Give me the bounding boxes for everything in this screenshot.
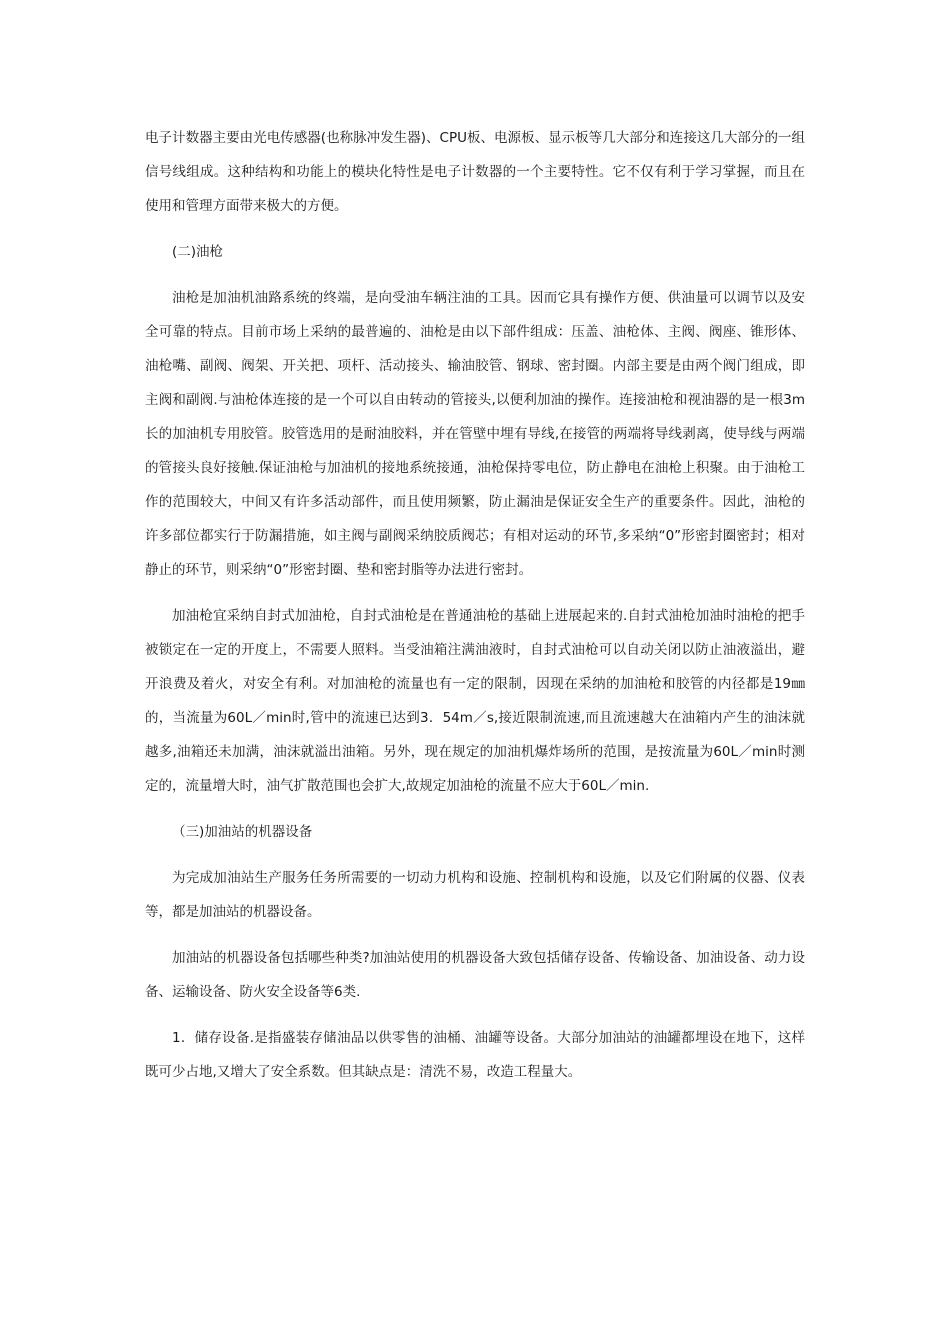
paragraph-electronic-counter: 电子计数器主要由光电传感器(也称脉冲发生器)、CPU板、电源板、显示板等几大部分和连接这几大部分的一组信号线组成。这种结构和功能上的模块化特性是电子计数器的一个主要特性。它不仅有利于学习掌握，而且在使用和管理方面带来极大的方便。	[145, 130, 805, 214]
section-heading-oil-gun: (二)油枪	[172, 244, 224, 260]
document-body	[145, 121, 805, 1101]
paragraph-storage-equipment: 1．储存设备.是指盛装存储油品以供零售的油桶、油罐等设备。大部分加油站的油罐都埋设在地下，这样既可少占地,又增大了安全系数。但其缺点是：清洗不易，改造工程量大。	[145, 1030, 805, 1080]
paragraph-oil-gun-description: 油枪是加油机油路系统的终端，是向受油车辆注油的工具。因而它具有操作方便、供油量可以调节以及安全可靠的特点。目前市场上采纳的最普遍的、油枪是由以下部件组成：压盖、油枪体、主阀、阀座、锥形体、油枪嘴、副阀、阀架、开关把、项杆、活动接头、输油胶管、钢球、密封圈。内部主要是由两个阀门组成，即主阀和副阀.与油枪体连接的是一个可以自由转动的管接头,以便利加油的操作。连接油枪和视油器的是一根3m长的加油机专用胶管。胶管选用的是耐油胶料，并在管壁中埋有导线,在接管的两端将导线剥离，使导线与两端的管接头良好接触.保证油枪与加油机的接地系统接通，油枪保持零电位，防止静电在油枪上积聚。由于油枪工作的范围较大，中间又有许多活动部件，而且使用频繁，防止漏油是保证安全生产的重要条件。因此，油枪的许多部位都实行于防漏措施，如主阀与副阀采纳胶质阀芯；有相对运动的环节,多采纳“0”形密封圈密封；相对静止的环节，则采纳“0”形密封圈、垫和密封脂等办法进行密封。	[145, 290, 805, 578]
paragraph-self-sealing-gun: 加油枪宜采纳自封式加油枪，自封式油枪是在普通油枪的基础上进展起来的.自封式油枪加油时油枪的把手被锁定在一定的开度上，不需要人照料。当受油箱注满油液时，自封式油枪可以自动关闭以防止油液溢出，避开浪费及着火，对安全有利。对加油枪的流量也有一定的限制，因现在采纳的加油枪和胶管的内径都是19㎜的，当流量为60L／min时,管中的流速已达到3．54m／s,接近限制流速,而且流速越大在油箱内产生的油沫就越多,油箱还未加满，油沫就溢出油箱。另外，现在规定的加油机爆炸场所的范围，是按流量为60L／min时测定的，流量增大时，油气扩散范围也会扩大,故规定加油枪的流量不应大于60L／min.	[145, 608, 805, 794]
paragraph-equipment-types: 加油站的机器设备包括哪些种类?加油站使用的机器设备大致包括储存设备、传输设备、加油设备、动力设备、运输设备、防火安全设备等6类.	[145, 950, 805, 1000]
paragraph-equipment-definition: 为完成加油站生产服务任务所需要的一切动力机构和设施、控制机构和设施，以及它们附属的仪器、仪表等，都是加油站的机器设备。	[145, 870, 805, 920]
section-heading-station-equipment: （三)加油站的机器设备	[172, 824, 313, 840]
